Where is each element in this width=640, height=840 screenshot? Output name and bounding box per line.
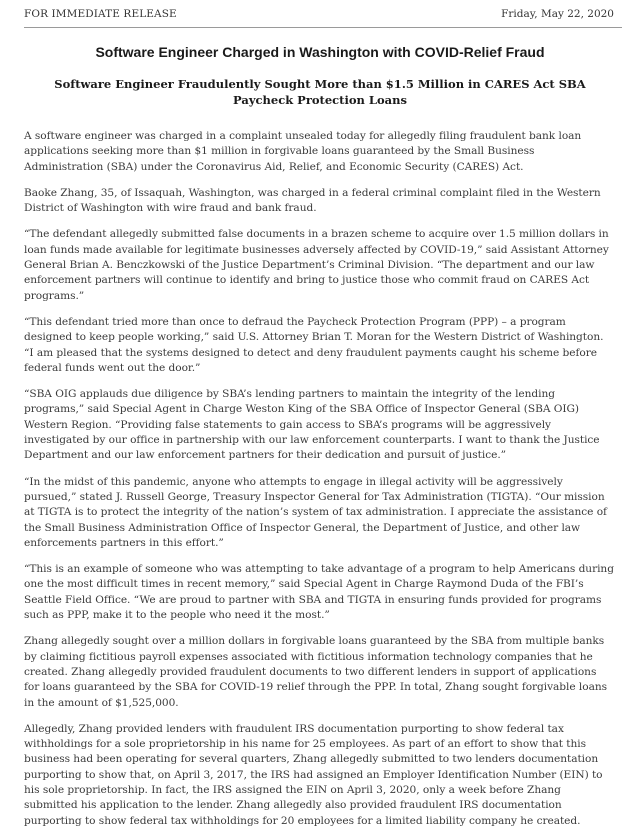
paragraph: Zhang allegedly sought over a million dollars in forgivable loans guaranteed by the SBA from multiple banks by claiming fictitious payroll expenses associated with fictitious information technology companies that he created. Zhang allegedly provided fraudulent documents to two different lenders in support of applications for loans guaranteed by the SBA for COVID-19 relief through the PPP. In total, Zhang sought forgivable loans in the amount of $1,525,000.: [24, 635, 608, 709]
paragraph: “This is an example of someone who was attempting to take advantage of a program to help Americans during one the most difficult times in recent memory,” said Special Agent in Charge Raymond Duda of the FBI’s Seattle Field Office. “We are proud to partner with SBA and TIGTA in ensuring funds provided for programs such as PPP, make it to the people who need it the most.”: [24, 563, 614, 622]
article-body: [24, 129, 614, 840]
header-divider: [24, 27, 622, 28]
paragraph: “The defendant allegedly submitted false documents in a brazen scheme to acquire over 1.5 million dollars in loan funds made available for legitimate businesses adversely affected by COVID-19,” said Assistant Attorney General Brian A. Benczkowski of the Justice Department’s Criminal Division. “The department and our law enforcement partners will continue to identify and bring to justice those who commit fraud on CARES Act programs.”: [24, 228, 609, 302]
masthead: [24, 0, 614, 30]
page-subtitle: Software Engineer Fraudulently Sought More than $1.5 Million in CARES Act SBA Paycheck Protection Loans: [54, 77, 586, 107]
paragraph: “This defendant tried more than once to defraud the Paycheck Protection Program (PPP) – a program designed to keep people working,” said U.S. Attorney Brian T. Moran for the Western District of Washington. “I am pleased that the systems designed to detect and deny fraudulent payments caught his scheme before federal funds went out the door.”: [24, 315, 604, 374]
paragraph: Allegedly, Zhang provided lenders with fraudulent IRS documentation purporting to show federal tax withholdings for a sole proprietorship in his name for 25 employees. As part of an effort to show that this business had been operating for several quarters, Zhang allegedly submitted to two lenders documentation purporting to show that, on April 3, 2017, the IRS had assigned an Employer Identification Number (EIN) to his sole proprietorship. In fact, the IRS assigned the EIN on April 3, 2020, only a week before Zhang submitted his application to the lender. Zhang allegedly also provided fraudulent IRS documentation purporting to show federal tax withholdings for 20 employees for a limited liability company he created.: [24, 722, 603, 827]
release-date: Friday, May 22, 2020: [501, 8, 614, 20]
page-title: Software Engineer Charged in Washington with COVID-Relief Fraud: [95, 44, 545, 60]
paragraph: “SBA OIG applauds due diligence by SBA’s lending partners to maintain the integrity of the lending programs,” said Special Agent in Charge Weston King of the SBA Office of Inspector General (SBA OIG) Western Region. “Providing false statements to gain access to SBA’s programs will be aggressively investigated by our office in partnership with our law enforcement counterparts. I want to thank the Justice Department and our law enforcement partners for their dedication and pursuit of justice.”: [24, 388, 600, 462]
paragraph: A software engineer was charged in a complaint unsealed today for allegedly filing fraudulent bank loan applications seeking more than $1 million in forgivable loans guaranteed by the Small Business Administration (SBA) under the Coronavirus Aid, Relief, and Economic Security (CARES) Act.: [24, 130, 582, 173]
paragraph: “In the midst of this pandemic, anyone who attempts to engage in illegal activity will be aggressively pursued,” stated J. Russell George, Treasury Inspector General for Tax Administration (TIGTA). “Our mission at TIGTA is to protect the integrity of the nation’s system of tax administration. I appreciate the assistance of the Small Business Administration Office of Inspector General, the Department of Justice, and other law enforcements partners in this effort.”: [24, 475, 607, 549]
release-label: FOR IMMEDIATE RELEASE: [24, 8, 177, 20]
paragraph: Baoke Zhang, 35, of Issaquah, Washington, was charged in a federal criminal complaint filed in the Western District of Washington with wire fraud and bank fraud.: [24, 186, 601, 215]
